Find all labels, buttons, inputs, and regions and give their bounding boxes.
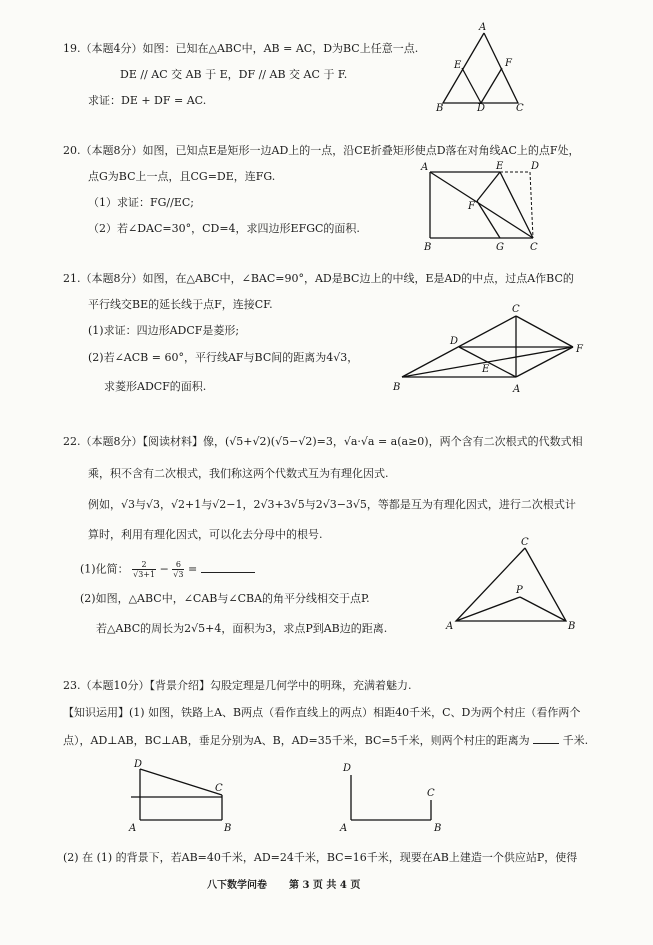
q23-line-4: (2) 在 (1) 的背景下，若AB=40千米，AD=24千米，BC=16千米，现要在AB上建造一个供应站P，使得 — [63, 851, 578, 864]
q19-line-1: 19.（本题4分）如图：已知在△ABC中，AB = AC，D为BC上任意一点. — [63, 42, 419, 55]
q20-label-C: C — [530, 242, 538, 253]
q22-line-7: 若△ABC的周长为2√5+4，面积为3，求点P到AB边的距离. — [96, 622, 388, 635]
q21-line-4: (2)若∠ACB = 60°，平行线AF与BC间的距离为4√3， — [88, 351, 359, 364]
q23-fig1-label-C: C — [215, 783, 223, 794]
q19-label-A: A — [479, 22, 487, 33]
q21-line-5: 求菱形ADCF的面积. — [104, 380, 207, 393]
q23-fig2-label-A: A — [340, 823, 348, 834]
q19-label-B: B — [436, 103, 444, 114]
q21-label-F: F — [576, 344, 583, 355]
q21-label-B: B — [393, 382, 401, 393]
q19-line-2: DE // AC 交 AB 于 E，DF // AB 交 AC 于 F. — [120, 68, 348, 81]
q23-fig2-label-D: D — [343, 763, 352, 774]
q19-label-F: F — [505, 58, 512, 69]
q21-label-D: D — [450, 336, 459, 347]
q22-equals-sign: = — [187, 562, 198, 576]
q20-line-2: 点G为BC上一点，且CG=DE，连FG. — [88, 170, 276, 183]
q23-line-1: 23.（本题10分）【背景介绍】勾股定理是几何学中的明珠，充满着魅力. — [63, 679, 412, 692]
q22-line-3: 例如，√3与√3，√2+1与√2−1，2√3+3√5与2√3−3√5，等都是互为有理化因式，进行二次根式计 — [88, 498, 576, 511]
q20-label-G: G — [496, 242, 504, 253]
q20-label-B: B — [424, 242, 432, 253]
q23-fig2-label-B: B — [434, 823, 442, 834]
q23-fig1-label-A: A — [129, 823, 137, 834]
q19-label-D: D — [477, 103, 486, 114]
q22-fraction-1-denominator: √3+1 — [133, 570, 156, 579]
q22-label-P: P — [516, 585, 523, 596]
q21-label-A: A — [513, 384, 521, 395]
q22-simplify-label: (1)化简： — [80, 562, 129, 576]
footer-subject: 八下数学问卷 — [207, 880, 267, 891]
q21-line-1: 21.（本题8分）如图，在△ABC中，∠BAC=90°，AD是BC边上的中线，E是AD的中点，过点A作BC的 — [63, 272, 574, 285]
q22-label-C: C — [521, 537, 529, 548]
q23-line-3-text: 点），AD⊥AB，BC⊥AB，垂足分别为A、B，AD=35千米，BC=5千米，则两个村庄的距离为 — [63, 734, 530, 747]
q22-line-4: 算时，利用有理化因式，可以化去分母中的根号. — [88, 528, 323, 541]
q23-line-2: 【知识运用】(1) 如图，铁路上A、B两点（看作直线上的两点）相距40千米，C、D为两个村庄（看作两个 — [63, 706, 581, 719]
q22-label-A: A — [446, 621, 454, 632]
q22-fraction-2-numerator: 6 — [172, 560, 184, 570]
q21-label-C: C — [512, 304, 520, 315]
q22-fraction-1-numerator: 2 — [132, 560, 156, 570]
q20-line-3: （1）求证：FG//EC; — [88, 196, 194, 209]
q21-label-E: E — [482, 364, 490, 375]
q22-line-1: 22.（本题8分）【阅读材料】像，(√5+√2)(√5−√2)=3，√a·√a = a(a≥0)，两个含有二次根式的代数式相 — [63, 435, 583, 448]
q22-label-B: B — [568, 621, 576, 632]
q19-label-E: E — [454, 60, 462, 71]
q20-line-1: 20.（本题8分）如图，已知点E是矩形一边AD上的一点，沿CE折叠矩形使点D落在对角线AC上的点F处， — [63, 144, 580, 157]
q21-line-2: 平行线交BE的延长线于点F，连接CF. — [88, 298, 273, 311]
q20-label-E: E — [496, 161, 504, 172]
q23-line-3-unit: 千米. — [562, 734, 589, 747]
q19-line-3: 求证：DE + DF = AC. — [88, 94, 207, 107]
q23-fig2-label-C: C — [427, 788, 435, 799]
q20-label-A: A — [421, 162, 429, 173]
q20-label-F: F — [468, 201, 475, 212]
q21-line-3: (1)求证：四边形ADCF是菱形; — [88, 324, 240, 337]
q20-line-4: （2）若∠DAC=30°，CD=4，求四边形EFGC的面积. — [88, 222, 360, 235]
q20-label-D: D — [531, 161, 540, 172]
q22-minus-sign: − — [159, 562, 173, 576]
footer-page-number: 第 3 页 共 4 页 — [289, 880, 361, 891]
q19-label-C: C — [516, 103, 524, 114]
q22-line-6: (2)如图，△ABC中，∠CAB与∠CBA的角平分线相交于点P. — [80, 592, 370, 605]
q22-fraction-2-denominator: √3 — [173, 570, 184, 579]
q23-fig1-label-B: B — [224, 823, 232, 834]
q23-fig1-label-D: D — [134, 759, 143, 770]
q22-line-2: 乘，积不含有二次根式，我们称这两个代数式互为有理化因式. — [88, 467, 389, 480]
